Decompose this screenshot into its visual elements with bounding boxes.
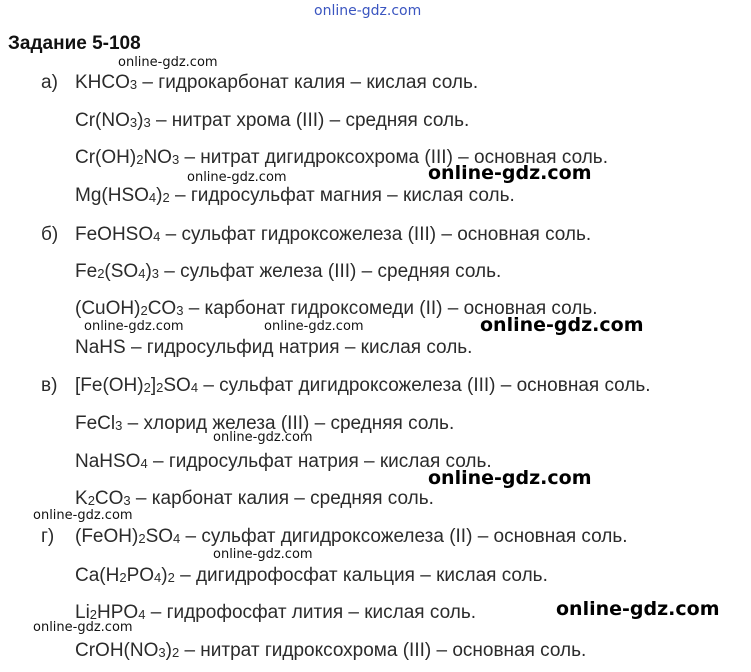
subscript: 2: [87, 493, 95, 508]
subscript: 3: [143, 115, 151, 130]
formula-text: – карбонат гидроксомеди (II) – основная соль.: [183, 298, 598, 319]
formula-text: – карбонат калия – средняя соль.: [130, 488, 434, 509]
subscript: 2: [138, 531, 146, 546]
watermark: online-gdz.com: [33, 620, 133, 635]
watermark-large: online-gdz.com: [428, 467, 592, 489]
formula-text: ): [165, 640, 172, 661]
formula-text: – гидросульфат натрия – кислая соль.: [147, 451, 492, 472]
section-label-b: б): [41, 224, 59, 245]
subscript: 4: [154, 570, 162, 585]
formula-line: [75, 72, 478, 95]
formula-text: NaHS – гидросульфид натрия – кислая соль.: [75, 337, 473, 358]
formula-line: [75, 640, 586, 663]
watermark: online-gdz.com: [264, 319, 364, 334]
formula-text: (FeOH): [75, 526, 139, 547]
subscript: 3: [158, 645, 166, 660]
section-label-a: а): [41, 72, 58, 93]
formula-text: ): [137, 110, 144, 131]
subscript: 2: [171, 645, 180, 660]
formula-text: [Fe(OH): [75, 375, 144, 396]
subscript: 2: [167, 570, 175, 585]
formula-text: – хлорид железа (III) – средняя соль.: [122, 413, 455, 434]
formula-text: ): [161, 565, 168, 586]
formula-text: (CuOH): [75, 298, 141, 319]
watermark-large: online-gdz.com: [480, 314, 644, 336]
formula-text: NaHSO: [75, 451, 141, 472]
top-watermark: online-gdz.com: [314, 3, 422, 19]
formula-text: CO: [147, 298, 177, 319]
subscript: 3: [123, 493, 131, 508]
formula-text: NO: [143, 147, 172, 168]
formula-line: [75, 565, 548, 588]
formula-text: ]: [150, 375, 157, 396]
formula-text: – сульфат дигидроксожелеза (II) – основная соль.: [180, 526, 628, 547]
formula-text: SO: [163, 375, 191, 396]
formula-line: [75, 337, 472, 359]
watermark: online-gdz.com: [118, 55, 218, 70]
formula-text: KHCO: [75, 72, 130, 93]
formula-text: Cr(NO: [75, 110, 130, 131]
subscript: 2: [140, 303, 148, 318]
subscript: 3: [151, 266, 159, 281]
formula-text: – гидрокарбонат калия – кислая соль.: [137, 72, 479, 93]
formula-line: [75, 185, 515, 208]
subscript: 4: [138, 607, 146, 622]
subscript: 2: [143, 380, 151, 395]
formula-line: [75, 602, 476, 625]
formula-line: [75, 110, 469, 133]
formula-text: – сульфат гидроксожелеза (III) – основная соль.: [160, 224, 592, 245]
formula-text: Fe: [75, 261, 98, 282]
formula-text: FeCl: [75, 413, 116, 434]
formula-line: [75, 375, 651, 398]
subscript: 3: [171, 152, 180, 167]
formula-text: Ca(H: [75, 565, 120, 586]
watermark: online-gdz.com: [213, 547, 313, 562]
subscript: 2: [97, 266, 105, 281]
formula-text: K: [75, 488, 88, 509]
formula-text: – нитрат гидроксохрома (III) – основная соль.: [179, 640, 587, 661]
formula-text: Mg(HSO: [75, 185, 149, 206]
formula-text: – гидросульфат магния – кислая соль.: [169, 185, 515, 206]
subscript: 4: [173, 531, 181, 546]
watermark-large: online-gdz.com: [428, 162, 592, 184]
task-title: Задание 5-108: [8, 33, 141, 54]
subscript: 4: [148, 190, 157, 205]
subscript: 4: [153, 229, 161, 244]
subscript: 2: [119, 570, 127, 585]
watermark: online-gdz.com: [187, 170, 287, 185]
watermark: online-gdz.com: [84, 319, 184, 334]
formula-text: – сульфат дигидроксожелеза (III) – основная соль.: [198, 375, 651, 396]
formula-line: [75, 526, 628, 549]
watermark: online-gdz.com: [213, 430, 313, 445]
watermark-large: online-gdz.com: [556, 598, 720, 620]
formula-text: FeOHSO: [75, 224, 154, 245]
formula-line: [75, 224, 591, 247]
subscript: 4: [140, 456, 148, 471]
watermark: online-gdz.com: [33, 508, 133, 523]
formula-text: SO: [145, 526, 174, 547]
formula-text: – нитрат дигидроксохрома (III) – основная соль.: [179, 147, 608, 168]
formula-text: ): [156, 185, 163, 206]
formula-text: Li: [75, 602, 90, 623]
formula-text: – нитрат хрома (III) – средняя соль.: [150, 110, 470, 131]
subscript: 3: [129, 77, 138, 92]
formula-text: HPO: [97, 602, 139, 623]
formula-text: Cr(OH): [75, 147, 137, 168]
formula-text: CO: [94, 488, 124, 509]
formula-text: PO: [126, 565, 155, 586]
subscript: 2: [162, 190, 170, 205]
formula-text: – сульфат железа (III) – средняя соль.: [159, 261, 502, 282]
subscript: 3: [115, 418, 123, 433]
section-label-d: г): [41, 526, 55, 547]
formula-line: [75, 261, 501, 284]
formula-text: (SO: [104, 261, 139, 282]
subscript: 2: [89, 607, 98, 622]
subscript: 2: [156, 380, 164, 395]
formula-text: ): [145, 261, 152, 282]
section-label-c: в): [41, 375, 58, 396]
subscript: 3: [129, 115, 138, 130]
subscript: 2: [136, 152, 144, 167]
subscript: 4: [138, 266, 146, 281]
subscript: 4: [190, 380, 199, 395]
formula-text: – гидрофосфат лития – кислая соль.: [145, 602, 477, 623]
formula-text: CrOH(NO: [75, 640, 159, 661]
subscript: 3: [176, 303, 184, 318]
formula-text: – дигидрофосфат кальция – кислая соль.: [174, 565, 548, 586]
